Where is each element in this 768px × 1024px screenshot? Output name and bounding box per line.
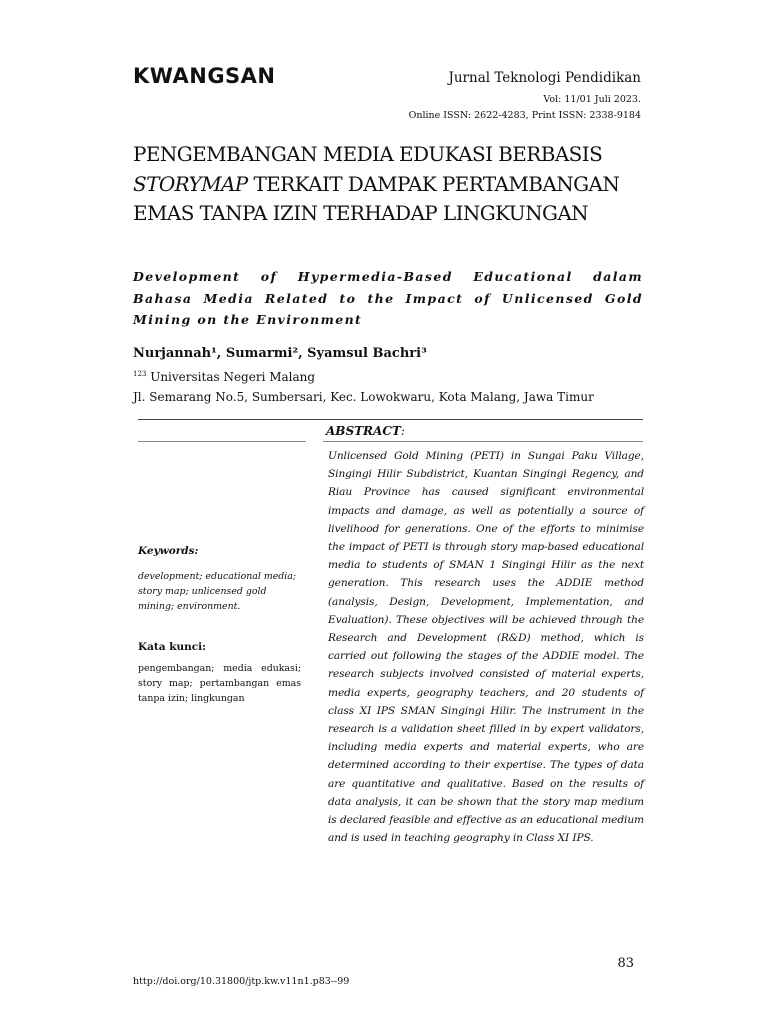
keywords-heading: Keywords: — [138, 545, 199, 557]
affiliation-address: Jl. Semarang No.5, Sumbersari, Kec. Lowokwaru, Kota Malang, Jawa Timur — [133, 390, 594, 404]
title-italic: STORYMAP — [133, 171, 248, 196]
doi-link[interactable]: http://doi.org/10.31800/jtp.kw.v11n1.p83--99 — [133, 976, 350, 987]
affiliation — [133, 370, 315, 384]
keywords-body: development; educational media; story map; unlicensed gold mining; environment. — [138, 571, 297, 612]
article-title — [133, 140, 653, 229]
abstract-heading-colon: : — [400, 424, 405, 438]
journal-logo: KWANGSAN — [133, 64, 276, 88]
abstract-heading — [326, 424, 405, 438]
page-number: 83 — [617, 956, 634, 971]
title-part1: PENGEMBANGAN MEDIA EDUKASI BERBASIS — [133, 142, 603, 166]
affiliation-name: Universitas Negeri Malang — [150, 370, 316, 384]
journal-issn: Online ISSN: 2622-4283, Print ISSN: 2338-9184 — [408, 110, 641, 121]
kata-kunci-body: pengembangan; media edukasi; story map; pertambangan emas tanpa izin; lingkungan — [138, 663, 301, 704]
abstract-body: Unlicensed Gold Mining (PETI) in Sungai Paku Village, Singingi Hilir Subdistrict, Kuantan Singingi Regency, and Riau Province has caused significant environmental impacts and damage, as well as potentially a source of livelihood for generations. One of the efforts to minimise the impact of PETI is through story map-based educational media to students of SMAN 1 Singingi Hilir as the next generation. This research uses the ADDIE method (analysis, Design, Development, Implementation, and Evaluation). These objectives will be achieved through the Research and Development (R&D) method, which is carried out following the stages of the ADDIE model. The research subjects involved consisted of material experts, media experts, geography teachers, and 20 students of class XI IPS SMAN Singingi Hilir. The instrument in the research is a validation sheet filled in by expert validators, including media experts and material experts, who are determined according to their expertise. The types of data are quantitative and qualitative. Based on the results of data analysis, it can be shown that the story map medium is declared feasible and effective as an educational medium and is used in teaching geography in Class XI IPS. — [328, 450, 644, 845]
abstract-heading-label: ABSTRACT — [326, 424, 401, 438]
kata-kunci-heading: Kata kunci: — [138, 641, 207, 653]
section-divider — [138, 419, 643, 420]
author-list: Nurjannah¹, Sumarmi², Syamsul Bachri³ — [133, 346, 427, 361]
article-subtitle: Development of Hypermedia-Based Educational dalam Bahasa Media Related to the Impact of Unlicensed Gold Mining on the Environment — [133, 269, 643, 327]
keywords-divider — [138, 441, 306, 442]
abstract-divider — [323, 441, 643, 442]
title-part2: TERKAIT DAMPAK PERTAMBANGAN EMAS TANPA IZIN TERHADAP LINGKUNGAN — [133, 171, 620, 225]
journal-volume: Vol: 11/01 Juli 2023. — [543, 94, 641, 105]
affiliation-marks: 123 — [133, 370, 147, 378]
journal-name: Jurnal Teknologi Pendidikan — [448, 70, 641, 86]
